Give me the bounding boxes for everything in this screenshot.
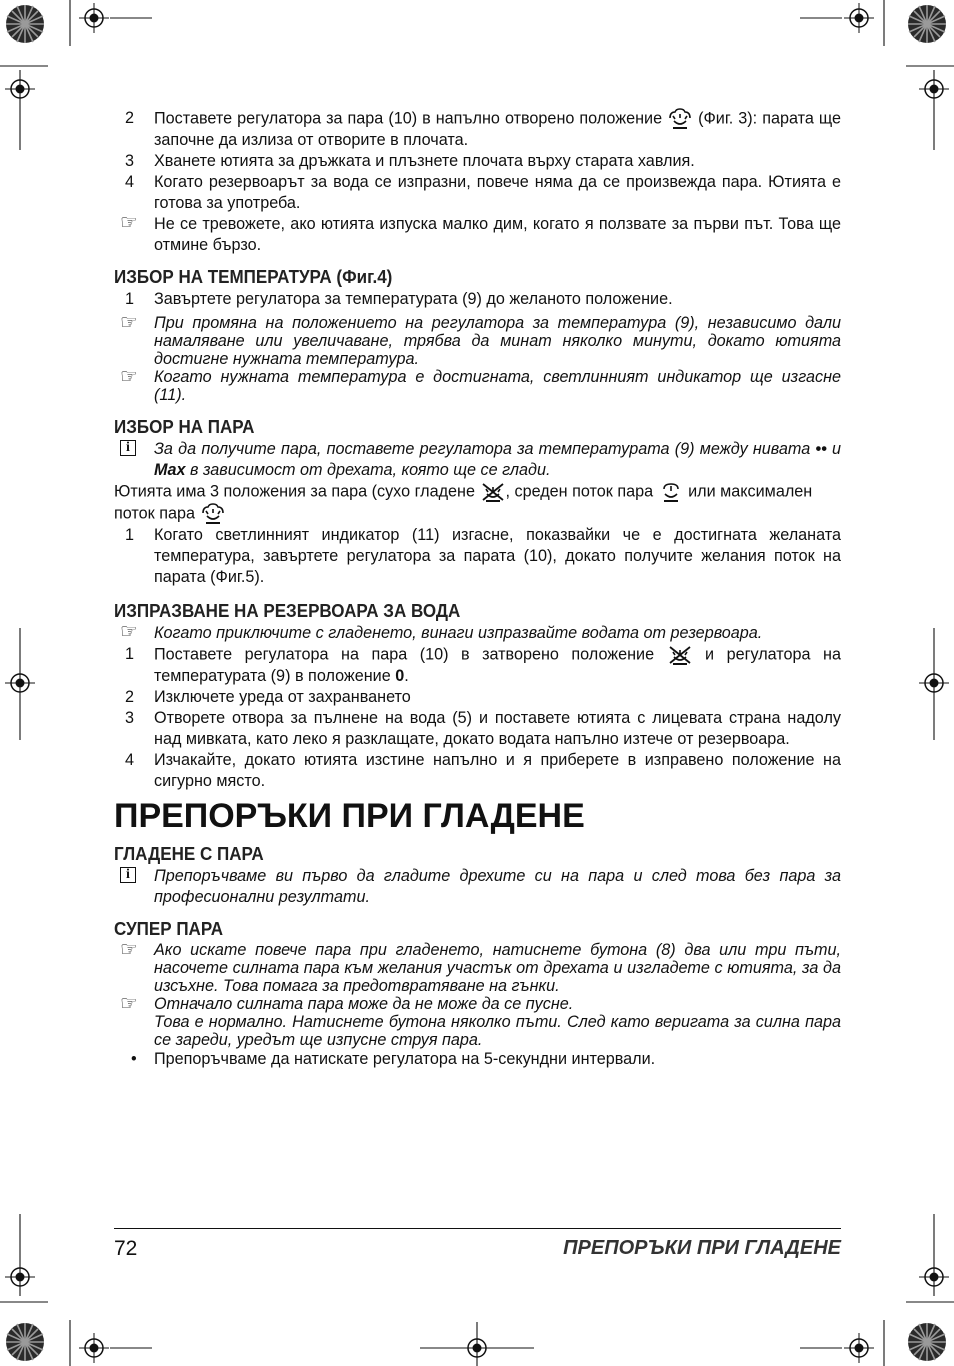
note-text: Не се тревожете, ако ютията изпуска малко дим, когато я ползвате за първи път. Това ще отмине бързо. [154,215,841,254]
note-item [114,314,841,368]
step-text: Отворете отвора за пълнене на вода (5) и поставете ютията с лицевата страна надолу над мивката, като леко я разклащате, докато водата напълно изтече от резервоара. [154,709,841,748]
step-number: 2 [124,109,134,127]
note-item [114,941,841,995]
registration-mark-icon [919,74,949,104]
list-item [114,108,841,151]
section-heading: СУПЕР ПАРА [114,918,224,939]
info-item [114,439,841,481]
bullet: • [131,1050,137,1068]
dry-iron-icon [480,481,506,503]
page-number: 72 [114,1237,138,1260]
medium-steam-icon [658,481,684,503]
registration-mark-icon [5,74,35,104]
pointing-hand-icon: ☞ [120,212,138,234]
running-title: ПРЕПОРЪКИ ПРИ ГЛАДЕНЕ [563,1237,841,1259]
step-text: Поставете регулатора на пара (10) в затворено положение и регулатора на температурата (9) в положение 0. [154,645,841,685]
list-item [114,151,841,172]
registration-mark-icon [79,1333,109,1363]
page-content [114,108,841,1070]
body-paragraph: Ютията има 3 положения за пара (сухо гладене , среден поток пара или максимален поток пара [114,481,841,525]
chapter-title: ПРЕПОРЪКИ ПРИ ГЛАДЕНЕ [114,797,585,835]
registration-mark-icon [462,1333,492,1363]
info-icon: i [120,867,136,883]
note-text: Ако искате повече пара при гладенето, натиснете бутона (8) два или три пъти, насочете силната пара към желания участък от дрехата и изгладете с ютията, за да изсъхне. Това помага за предотвратяване на гънки. [154,941,841,995]
step-text: Изключете уреда от захранването [154,688,411,706]
list-item [114,750,841,792]
step-number: 1 [124,290,134,308]
section-heading: ИЗПРАЗВАНЕ НА РЕЗЕРВОАРА ЗА ВОДА [114,600,461,621]
note-item [114,623,841,644]
pointing-hand-icon: ☞ [120,312,138,334]
step-text: Когато резервоарът за вода се изпразни, повече няма да се произвежда пара. Ютията е готова за употреба. [154,173,841,212]
step-text: Когато светлинният индикатор (11) изгасне, показвайки че е достигната желаната температура, завъртете регулатора за парата (10), докато получите желания поток на парата (Фиг.5). [154,526,841,586]
step-number: 3 [124,152,134,170]
note-text: Когато приключите с гладенето, винаги изпразвайте водата от резервоара. [154,624,763,642]
section-heading: ИЗБОР НА ТЕМПЕРАТУРА (Фиг.4) [114,266,393,287]
registration-mark-icon [79,3,109,33]
max-steam-icon [200,503,226,525]
list-item [114,289,841,310]
note-item [114,214,841,256]
footer-rule [114,1228,841,1229]
list-item [114,172,841,214]
color-wheel-icon [4,3,46,45]
list-item [114,1049,841,1070]
step-number: 1 [124,526,134,544]
list-item [114,687,841,708]
color-wheel-icon [906,3,948,45]
note-text: При промяна на положението на регулатора за температура (9), независимо дали намаляване или увеличаване, трябва да минат няколко минути, докато ютията достигне нужната температура. [154,314,841,368]
info-text: За да получите пара, поставете регулатора за температурата (9) между нивата •• и Max в зависимост от дрехата, която ще се глади. [154,440,841,479]
note-text: Отначало силната пара може да не може да се пусне. Това е нормално. Натиснете бутона няколко пъти. След като веригата за силна пара се зареди, уредът ще изпусне струя пара. [154,995,841,1049]
note-item [114,995,841,1049]
list-item [114,525,841,588]
registration-mark-icon [919,668,949,698]
list-item [114,708,841,750]
color-wheel-icon [906,1321,948,1363]
pointing-hand-icon: ☞ [120,621,138,643]
section-heading: ГЛАДЕНЕ С ПАРА [114,843,264,864]
registration-mark-icon [844,3,874,33]
bullet-text: Препоръчваме да натискате регулатора на 5-секундни интервали. [154,1050,656,1068]
step-number: 4 [124,751,134,769]
step-number: 2 [124,688,134,706]
step-text: Поставете регулатора за пара (10) в напълно отворено положение (Фиг. 3): парата ще започне да излиза от отворите в плочата. [154,109,841,149]
pointing-hand-icon: ☞ [120,993,138,1015]
step-text: Хванете ютията за дръжката и плъзнете плочата върху старата хавлия. [154,152,695,170]
pointing-hand-icon: ☞ [120,366,138,388]
note-text: Когато нужната температура е достигната, светлинният индикатор ще изгасне (11). [154,368,841,404]
info-icon: i [120,440,136,456]
pointing-hand-icon: ☞ [120,939,138,961]
note-item [114,368,841,404]
registration-mark-icon [5,668,35,698]
registration-mark-icon [844,1333,874,1363]
max-steam-icon [667,108,693,130]
registration-mark-icon [919,1262,949,1292]
registration-mark-icon [5,1262,35,1292]
step-text: Завъртете регулатора за температурата (9) до желаното положение. [154,290,673,308]
step-number: 1 [124,645,134,663]
info-text: Препоръчваме ви първо да гладите дрехите си на пара и след това без пара за професионални резултати. [154,867,841,906]
color-wheel-icon [4,1321,46,1363]
section-heading: ИЗБОР НА ПАРА [114,416,255,437]
list-item [114,644,841,687]
dry-iron-icon [667,644,693,666]
step-text: Изчакайте, докато ютията изстине напълно и я приберете в изправено положение на сигурно място. [154,751,841,790]
step-number: 4 [124,173,134,191]
info-item [114,866,841,908]
step-number: 3 [124,709,134,727]
